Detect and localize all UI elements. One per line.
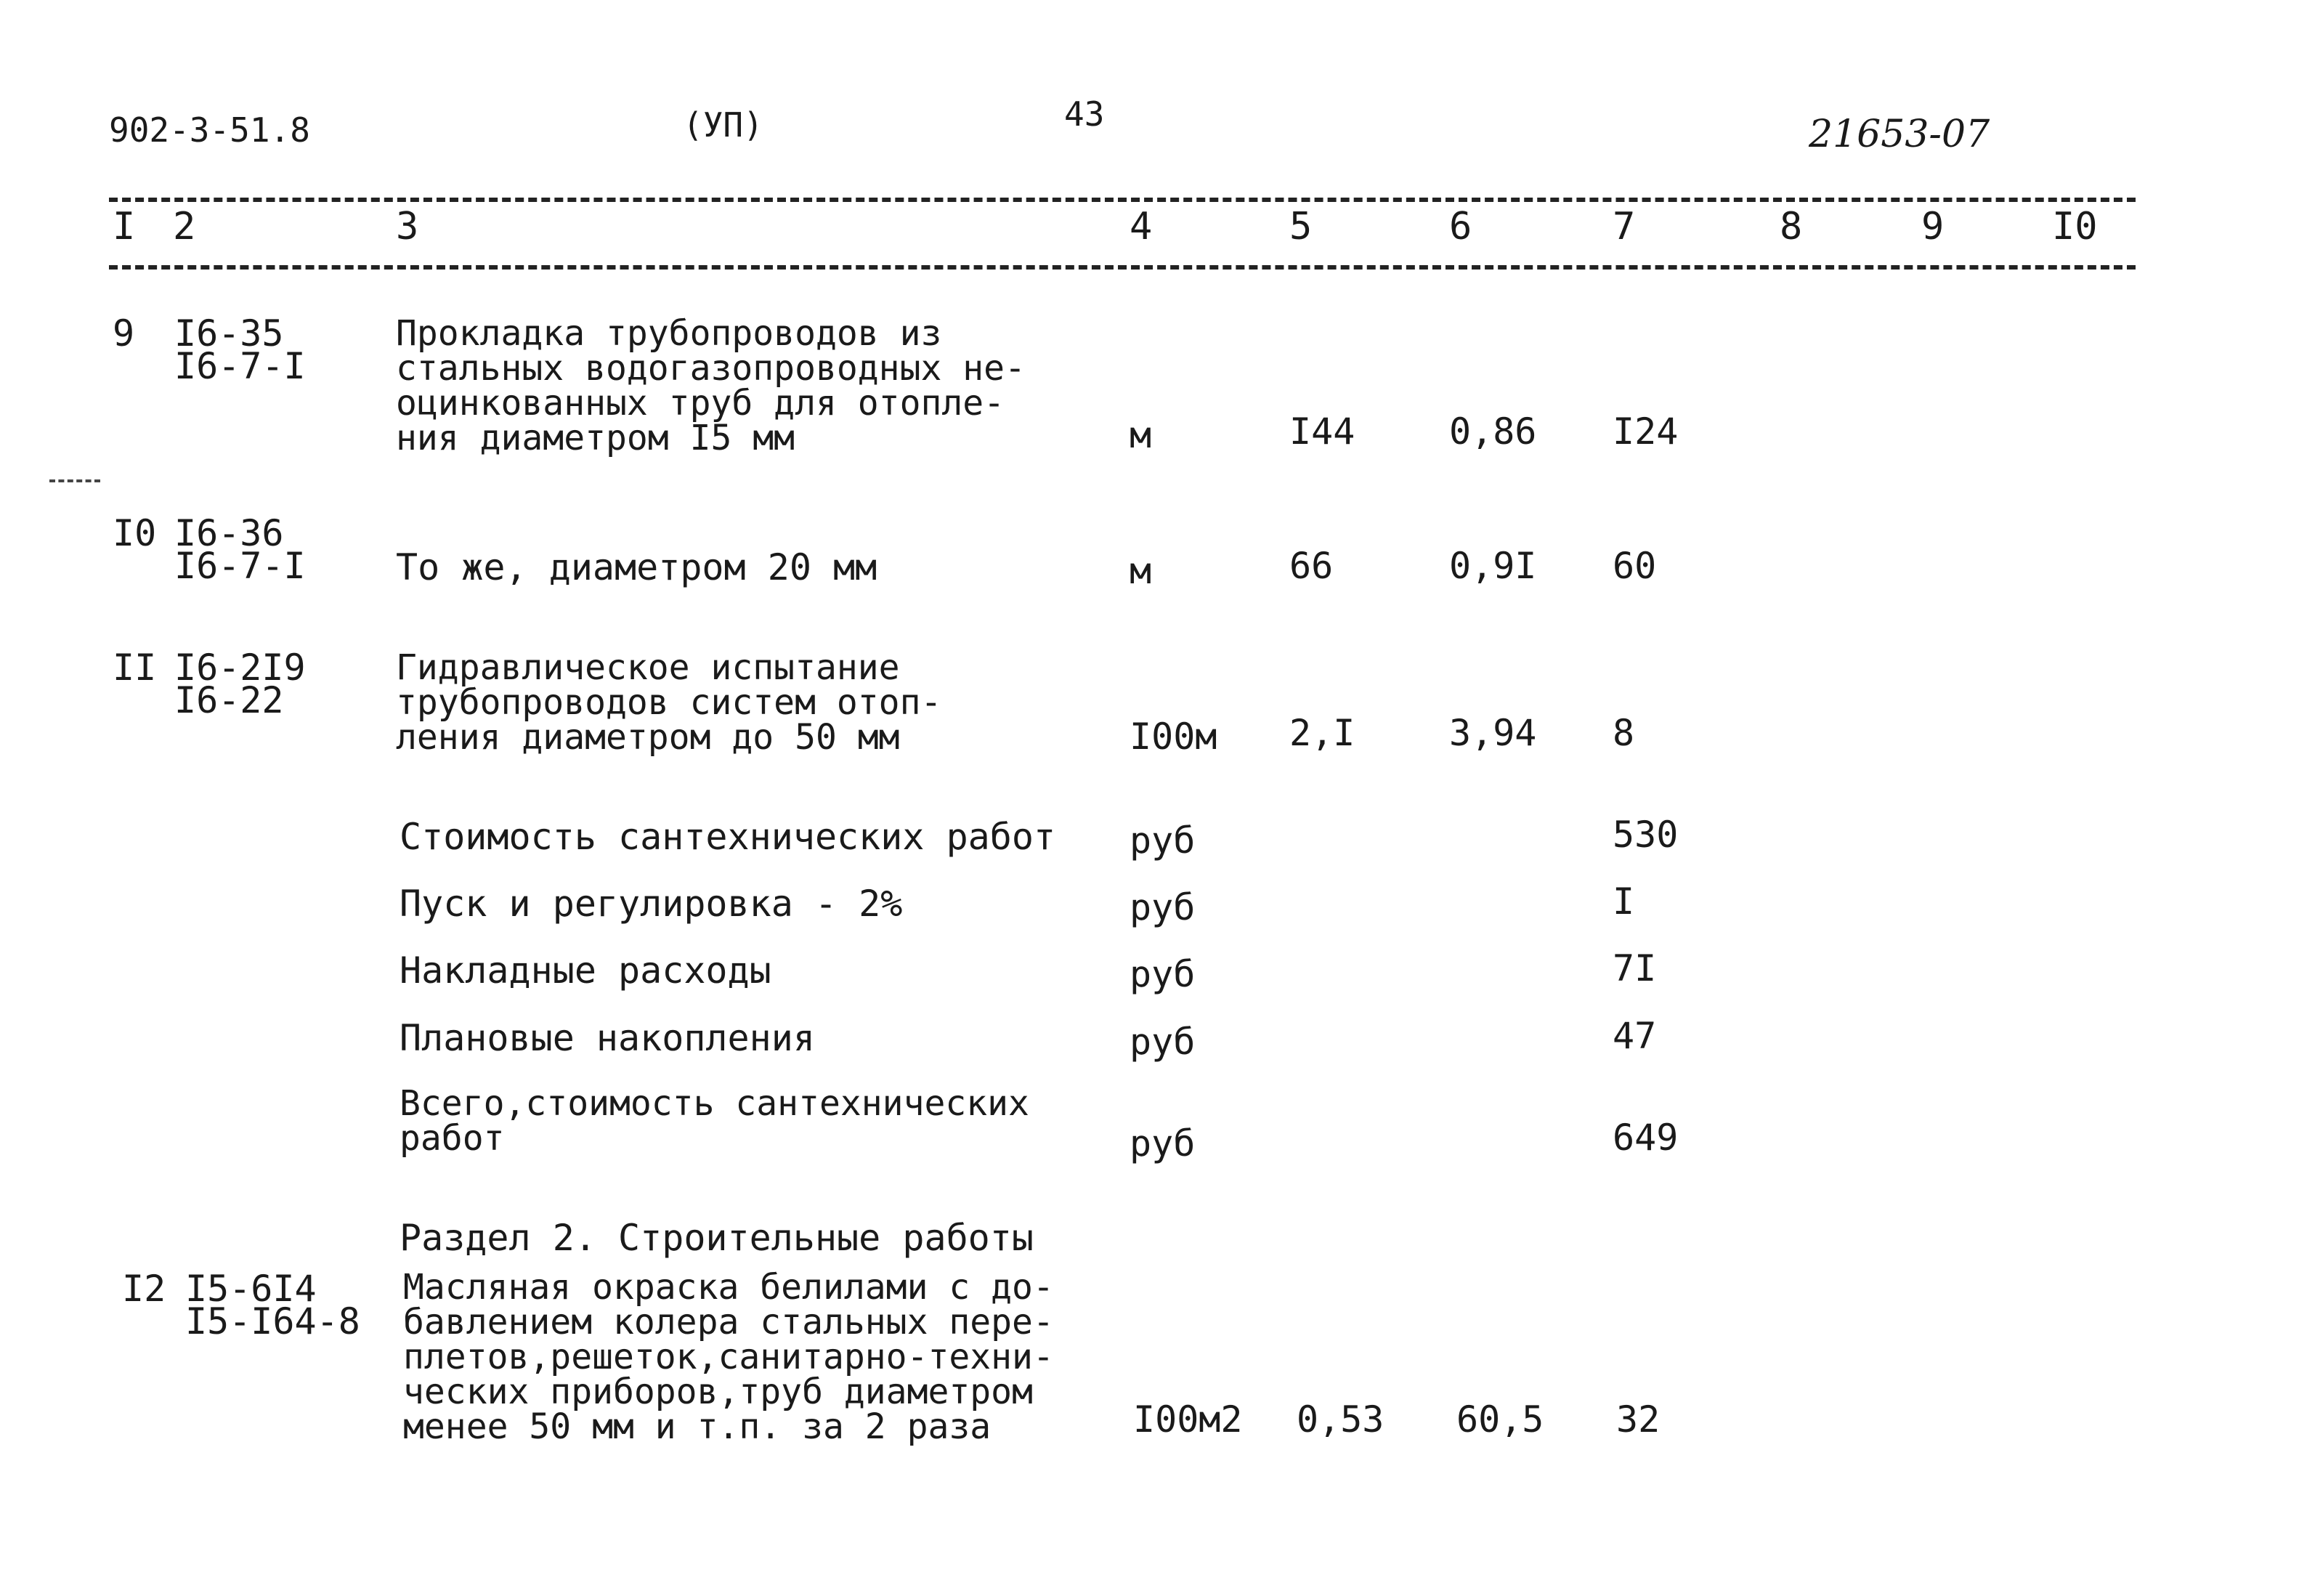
column-header-5: 5: [1289, 205, 1313, 248]
row-code: I6-22: [174, 679, 284, 721]
row-total: 32: [1616, 1398, 1661, 1441]
summary-unit: руб: [1130, 886, 1196, 928]
row-code: I6-35: [174, 312, 284, 355]
document-code: 902-3-51.8: [109, 110, 310, 150]
column-header-7: 7: [1613, 205, 1636, 248]
row-quantity: I44: [1289, 410, 1355, 453]
row-code: I5-6I4: [185, 1268, 317, 1310]
summary-total: 7I: [1613, 947, 1657, 989]
summary-label: Всего,стоимость сантехнических работ: [400, 1083, 1029, 1159]
row-unit-price: 0,86: [1449, 410, 1537, 453]
column-header-10: I0: [2052, 205, 2098, 248]
page-number: 43: [1064, 94, 1105, 134]
summary-unit: руб: [1130, 1122, 1196, 1164]
summary-total: I: [1613, 880, 1635, 923]
column-header-2: 2: [173, 205, 196, 248]
summary-total: 530: [1613, 814, 1679, 856]
column-header-1: I: [113, 205, 136, 248]
section-mark: (УП): [683, 105, 763, 145]
row-total: I24: [1613, 410, 1679, 453]
summary-label: Стоимость сантехнических работ: [400, 816, 1056, 858]
column-header-3: 3: [396, 205, 419, 248]
row-total: 8: [1613, 712, 1635, 754]
margin-mark: [49, 479, 100, 482]
row-code: I5-I64-8: [185, 1300, 360, 1342]
summary-label: Накладные расходы: [400, 949, 771, 992]
row-unit-price: 60,5: [1456, 1398, 1544, 1441]
column-header-6: 6: [1449, 205, 1472, 248]
row-code: I6-7-I: [174, 545, 306, 587]
column-header-8: 8: [1780, 205, 1803, 248]
column-header-4: 4: [1130, 205, 1153, 248]
row-number: I2: [122, 1268, 166, 1310]
row-quantity: 66: [1289, 545, 1334, 587]
row-description: То же, диаметром 20 мм: [396, 546, 877, 588]
summary-unit: руб: [1130, 1021, 1196, 1063]
row-quantity: 0,53: [1297, 1398, 1384, 1441]
row-number: 9: [113, 312, 135, 355]
summary-unit: руб: [1130, 819, 1196, 862]
row-unit: м: [1130, 414, 1152, 456]
row-code: I6-36: [174, 512, 284, 554]
header-bottom-rule: [109, 265, 2136, 270]
row-unit-price: 3,94: [1449, 712, 1537, 754]
row-number: II: [113, 647, 157, 689]
row-code: I6-2I9: [174, 647, 306, 689]
row-unit-price: 0,9I: [1449, 545, 1537, 587]
row-description: Масляная окраска белилами с до- бавлением колера стальных пере- плетов,решеток,санитарно-техни- ческих приборов,труб диаметром менее 50 мм и т.п. за 2 раза: [403, 1267, 1054, 1447]
row-description: Прокладка трубопроводов из стальных водогазопроводных не- оцинкованных труб для отопле- ния диаметром I5 мм: [396, 313, 1026, 458]
archive-number: 21653-07: [1809, 113, 1990, 156]
summary-label: Плановые накопления: [400, 1017, 815, 1059]
row-code: I6-7-I: [174, 345, 306, 387]
column-header-9: 9: [1921, 205, 1945, 248]
summary-label: Пуск и регулировка - 2%: [400, 883, 903, 925]
row-quantity: 2,I: [1289, 712, 1355, 754]
row-number: I0: [113, 512, 157, 554]
header-top-rule: [109, 198, 2136, 202]
section-title: Раздел 2. Строительные работы: [400, 1217, 1034, 1259]
summary-total: 47: [1613, 1015, 1657, 1057]
row-unit: м: [1130, 550, 1152, 592]
row-unit: I00м: [1130, 716, 1217, 758]
row-description: Гидравлическое испытание трубопроводов систем отоп- ления диаметром до 50 мм: [396, 647, 942, 758]
row-unit: I00м2: [1133, 1398, 1243, 1441]
summary-unit: руб: [1130, 953, 1196, 995]
summary-total: 649: [1613, 1117, 1679, 1159]
row-total: 60: [1613, 545, 1657, 587]
